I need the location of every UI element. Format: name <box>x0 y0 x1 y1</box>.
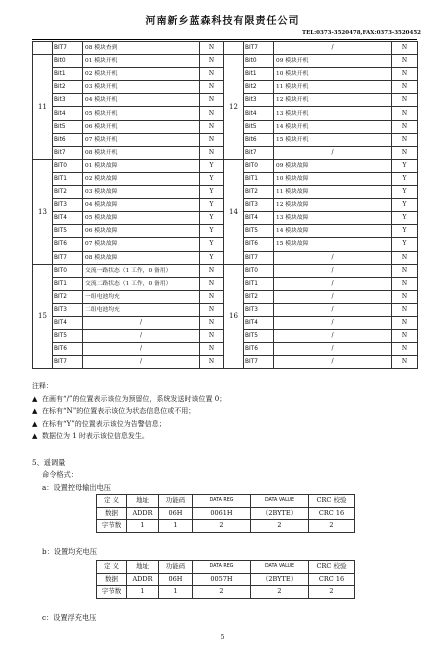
triangle-bullet-icon: ▲ <box>32 394 38 403</box>
table-cell: CRC 16 <box>309 507 355 520</box>
bit-state: N <box>392 356 418 369</box>
table-cell: DATA VALUE <box>251 561 309 574</box>
bit-description: / <box>274 343 392 356</box>
bit-description: 02 模块故障 <box>83 172 200 185</box>
note-item <box>32 405 226 418</box>
table-cell: 1 <box>159 520 193 533</box>
bit-description: 15 模块故障 <box>274 238 392 251</box>
bit-label: Bit1 <box>53 68 83 81</box>
bit-label: BIT1 <box>53 277 83 290</box>
table-cell: 2 <box>309 520 355 533</box>
table-row <box>97 586 355 599</box>
bit-description: 交流二路状态（1 工作，0 备用） <box>83 277 200 290</box>
bit-description: 04 模块开机 <box>83 94 200 107</box>
bit-state: N <box>392 42 418 55</box>
table-cell: 定 义 <box>97 561 127 574</box>
bit-description: 09 模块开机 <box>274 55 392 68</box>
bit-state: N <box>200 68 224 81</box>
bit-label: BIT1 <box>53 172 83 185</box>
bit-state: N <box>392 343 418 356</box>
table-cell: 1 <box>127 586 159 599</box>
bit-description: 10 模块开机 <box>274 68 392 81</box>
bit-state: N <box>392 290 418 303</box>
bit-state: N <box>200 107 224 120</box>
bit-state: Y <box>392 225 418 238</box>
table-cell: ADDR <box>127 507 159 520</box>
bit-label: BIT2 <box>244 290 274 303</box>
bit-description: / <box>274 303 392 316</box>
note-item <box>32 393 226 406</box>
table-cell: 字节数 <box>97 520 127 533</box>
table-cell: 0057H <box>193 573 251 586</box>
bit-state: N <box>392 303 418 316</box>
note-text: 在标有“N”的位置表示该位为状态信息位或不用； <box>42 407 196 415</box>
bit-description: 12 模块故障 <box>274 199 392 212</box>
bit-description: 07 模块故障 <box>83 238 200 251</box>
table-cell: （2BYTE） <box>251 573 309 586</box>
bit-description: / <box>274 42 392 55</box>
bit-description: / <box>83 316 200 329</box>
bit-label: Bit4 <box>53 107 83 120</box>
table-row <box>33 42 418 55</box>
bit-state: N <box>200 55 224 68</box>
triangle-bullet-icon: ▲ <box>32 407 38 415</box>
bit-state: N <box>200 343 224 356</box>
bit-state: N <box>392 55 418 68</box>
notes-title: 注释： <box>32 382 53 390</box>
bit-state: N <box>392 251 418 264</box>
bit-description: 14 模块故障 <box>274 225 392 238</box>
note-text: 在标有“Y”的位置表示该位为告警信息； <box>42 419 166 428</box>
bit-label: BIT4 <box>244 316 274 329</box>
bit-description: 06 模块开机 <box>83 120 200 133</box>
bit-state: N <box>392 264 418 277</box>
table-row <box>33 55 418 68</box>
bit-label: BIT6 <box>53 343 83 356</box>
table-cell: DATA REG <box>193 495 251 508</box>
note-item <box>32 430 226 443</box>
bit-label: Bit6 <box>53 133 83 146</box>
table-row <box>33 159 418 172</box>
table-cell: 1 <box>127 520 159 533</box>
bit-label: BIT3 <box>53 303 83 316</box>
bit-label: BIT0 <box>244 159 274 172</box>
bit-description: 一组电池均充 <box>83 290 200 303</box>
subsection-c-title: c：设置浮充电压 <box>42 613 97 622</box>
bit-description: 交流一路状态（1 工作，0 备用） <box>83 264 200 277</box>
bit-description: 02 模块开机 <box>83 68 200 81</box>
bit-state: N <box>200 277 224 290</box>
bit-state: N <box>392 68 418 81</box>
bit-state: N <box>200 316 224 329</box>
bit-description: / <box>274 146 392 159</box>
bit-state: Y <box>392 186 418 199</box>
bit-state: Y <box>392 172 418 185</box>
bit-description: 14 模块开机 <box>274 120 392 133</box>
bit-label: Bit1 <box>244 68 274 81</box>
bit-label: BIT2 <box>244 186 274 199</box>
subsection-b-title: b：设置均充电压 <box>42 547 97 556</box>
bit-label: BIT7 <box>53 251 83 264</box>
bit-state: N <box>200 290 224 303</box>
table-row <box>33 264 418 277</box>
bit-label: BIT1 <box>244 277 274 290</box>
table-row <box>97 573 355 586</box>
bit-state: N <box>200 120 224 133</box>
bit-state: Y <box>392 199 418 212</box>
bit-label: Bit0 <box>244 55 274 68</box>
bit-definition-table <box>32 41 418 369</box>
bit-label: BIT6 <box>53 238 83 251</box>
bit-state: Y <box>200 199 224 212</box>
group-number: 13 <box>33 159 53 264</box>
bit-label: BIT7 <box>244 251 274 264</box>
subsection-a-title: a：设置控母输出电压 <box>42 483 111 492</box>
bit-description: / <box>83 356 200 369</box>
bit-state: N <box>392 146 418 159</box>
group-number: 15 <box>33 264 53 369</box>
table-cell: 2 <box>309 586 355 599</box>
bit-description: 二组电池均充 <box>83 303 200 316</box>
bit-description: 07 模块开机 <box>83 133 200 146</box>
bit-state: Y <box>200 172 224 185</box>
table-cell: 地址 <box>127 495 159 508</box>
bit-description: / <box>274 251 392 264</box>
bit-description: 03 模块故障 <box>83 186 200 199</box>
command-table-b <box>96 560 355 599</box>
bit-state: N <box>200 303 224 316</box>
bit-description: 03 模块开机 <box>83 81 200 94</box>
bit-label: Bit2 <box>53 81 83 94</box>
contact-info: TEL:0373-3520478,FAX:0373-3520452 <box>301 30 421 36</box>
bit-state: Y <box>392 159 418 172</box>
bit-state: N <box>200 146 224 159</box>
bit-state: N <box>200 94 224 107</box>
bit-label: Bit7 <box>244 146 274 159</box>
table-row <box>97 507 355 520</box>
notes-section <box>32 380 226 443</box>
bit-label: Bit5 <box>244 120 274 133</box>
bit-label: BIT2 <box>53 186 83 199</box>
table-cell: 功能码 <box>159 495 193 508</box>
section-5-title: 5、遥调量 <box>32 458 66 467</box>
bit-description: 08 模块查到 <box>83 42 200 55</box>
bit-description: / <box>274 277 392 290</box>
bit-description: 09 模块故障 <box>274 159 392 172</box>
table-cell: CRC 校验 <box>309 561 355 574</box>
bit-state: N <box>200 356 224 369</box>
bit-state: Y <box>200 212 224 225</box>
bit-label: BIT7 <box>244 42 274 55</box>
bit-label: BIT3 <box>244 303 274 316</box>
bit-label: BIT0 <box>53 159 83 172</box>
bit-label: BIT5 <box>244 330 274 343</box>
bit-state: N <box>392 330 418 343</box>
table-cell: CRC 16 <box>309 573 355 586</box>
bit-label: BIT6 <box>244 343 274 356</box>
bit-label: BIT7 <box>53 356 83 369</box>
command-table-a <box>96 494 355 533</box>
bit-label: BIT3 <box>244 199 274 212</box>
bit-label: Bit3 <box>53 94 83 107</box>
table-row <box>97 520 355 533</box>
group-number-cell <box>224 42 244 55</box>
table-row <box>97 495 355 508</box>
bit-description: 08 模块故障 <box>83 251 200 264</box>
triangle-bullet-icon: ▲ <box>32 419 38 428</box>
bit-label: BIT6 <box>244 238 274 251</box>
bit-label: Bit2 <box>244 81 274 94</box>
bit-description: 10 模块故障 <box>274 172 392 185</box>
bit-description: 11 模块开机 <box>274 81 392 94</box>
bit-description: 01 模块开机 <box>83 55 200 68</box>
table-cell: 1 <box>159 586 193 599</box>
bit-state: N <box>392 81 418 94</box>
table-cell: 定 义 <box>97 495 127 508</box>
table-cell: 06H <box>159 507 193 520</box>
bit-label: BIT4 <box>53 212 83 225</box>
bit-description: 05 模块开机 <box>83 107 200 120</box>
table-cell: 地址 <box>127 561 159 574</box>
group-number: 12 <box>224 55 244 160</box>
bit-description: / <box>83 330 200 343</box>
header-rule <box>32 39 417 40</box>
group-number: 16 <box>224 264 244 369</box>
bit-label: BIT5 <box>53 225 83 238</box>
table-cell: ADDR <box>127 573 159 586</box>
table-cell: 2 <box>193 586 251 599</box>
bit-description: 05 模块故障 <box>83 212 200 225</box>
bit-state: N <box>200 81 224 94</box>
bit-label: BIT5 <box>53 330 83 343</box>
table-cell: CRC 校验 <box>309 495 355 508</box>
bit-description: 04 模块故障 <box>83 199 200 212</box>
company-name: 河南新乡蓝森科技有限责任公司 <box>145 16 300 27</box>
group-number-cell <box>33 42 53 55</box>
note-text: 数据位为 1 时表示该位信息发生。 <box>42 432 149 440</box>
table-cell: 2 <box>193 520 251 533</box>
bit-state: Y <box>392 212 418 225</box>
bit-label: Bit5 <box>53 120 83 133</box>
bit-description: / <box>274 316 392 329</box>
bit-label: BIT2 <box>53 290 83 303</box>
triangle-bullet-icon: ▲ <box>32 432 38 440</box>
bit-label: Bit7 <box>53 146 83 159</box>
bit-label: BIT0 <box>53 264 83 277</box>
table-cell: （2BYTE） <box>251 507 309 520</box>
bit-description: 06 模块故障 <box>83 225 200 238</box>
note-text: 在画有“/”的位置表示该位为预留位，系统发送时该位置 0； <box>42 394 227 403</box>
bit-state: N <box>392 107 418 120</box>
page-number: 5 <box>220 634 225 641</box>
group-number: 14 <box>224 159 244 264</box>
bit-label: BIT3 <box>53 199 83 212</box>
table-cell: 数据 <box>97 573 127 586</box>
bit-label: BIT4 <box>53 316 83 329</box>
bit-label: BIT5 <box>244 225 274 238</box>
bit-state: Y <box>200 186 224 199</box>
bit-description: 12 模块开机 <box>274 94 392 107</box>
bit-state: Y <box>200 159 224 172</box>
bit-description: 11 模块故障 <box>274 186 392 199</box>
bit-state: N <box>200 264 224 277</box>
group-number: 11 <box>33 55 53 160</box>
bit-description: / <box>274 264 392 277</box>
bit-state: N <box>392 133 418 146</box>
bit-state: N <box>200 133 224 146</box>
bit-state: N <box>392 316 418 329</box>
bit-label: Bit4 <box>244 107 274 120</box>
bit-state: Y <box>200 225 224 238</box>
bit-description: / <box>274 330 392 343</box>
bit-label: Bit3 <box>244 94 274 107</box>
table-cell: 0061H <box>193 507 251 520</box>
bit-description: 08 模块开机 <box>83 146 200 159</box>
bit-label: BIT0 <box>244 264 274 277</box>
bit-state: Y <box>200 238 224 251</box>
table-cell: 功能码 <box>159 561 193 574</box>
bit-label: BIT7 <box>53 42 83 55</box>
note-item <box>32 418 226 431</box>
table-row <box>97 561 355 574</box>
bit-description: 13 模块开机 <box>274 107 392 120</box>
table-cell: 2 <box>251 520 309 533</box>
bit-state: Y <box>200 251 224 264</box>
bit-label: BIT7 <box>244 356 274 369</box>
bit-label: BIT4 <box>244 212 274 225</box>
bit-description: / <box>274 290 392 303</box>
bit-state: N <box>392 120 418 133</box>
bit-label: BIT1 <box>244 172 274 185</box>
bit-state: N <box>392 94 418 107</box>
bit-state: Y <box>392 238 418 251</box>
table-cell: DATA VALUE <box>251 495 309 508</box>
bit-description: / <box>274 356 392 369</box>
table-cell: 数据 <box>97 507 127 520</box>
bit-label: Bit6 <box>244 133 274 146</box>
bit-description: 15 模块开机 <box>274 133 392 146</box>
bit-state: N <box>200 42 224 55</box>
table-cell: DATA REG <box>193 561 251 574</box>
bit-state: N <box>392 277 418 290</box>
table-cell: 06H <box>159 573 193 586</box>
bit-description: 13 模块故障 <box>274 212 392 225</box>
command-format-label: 命令格式： <box>42 470 78 479</box>
table-cell: 字节数 <box>97 586 127 599</box>
table-cell: 2 <box>251 586 309 599</box>
bit-label: Bit0 <box>53 55 83 68</box>
bit-description: 01 模块故障 <box>83 159 200 172</box>
bit-state: N <box>200 330 224 343</box>
bit-description: / <box>83 343 200 356</box>
